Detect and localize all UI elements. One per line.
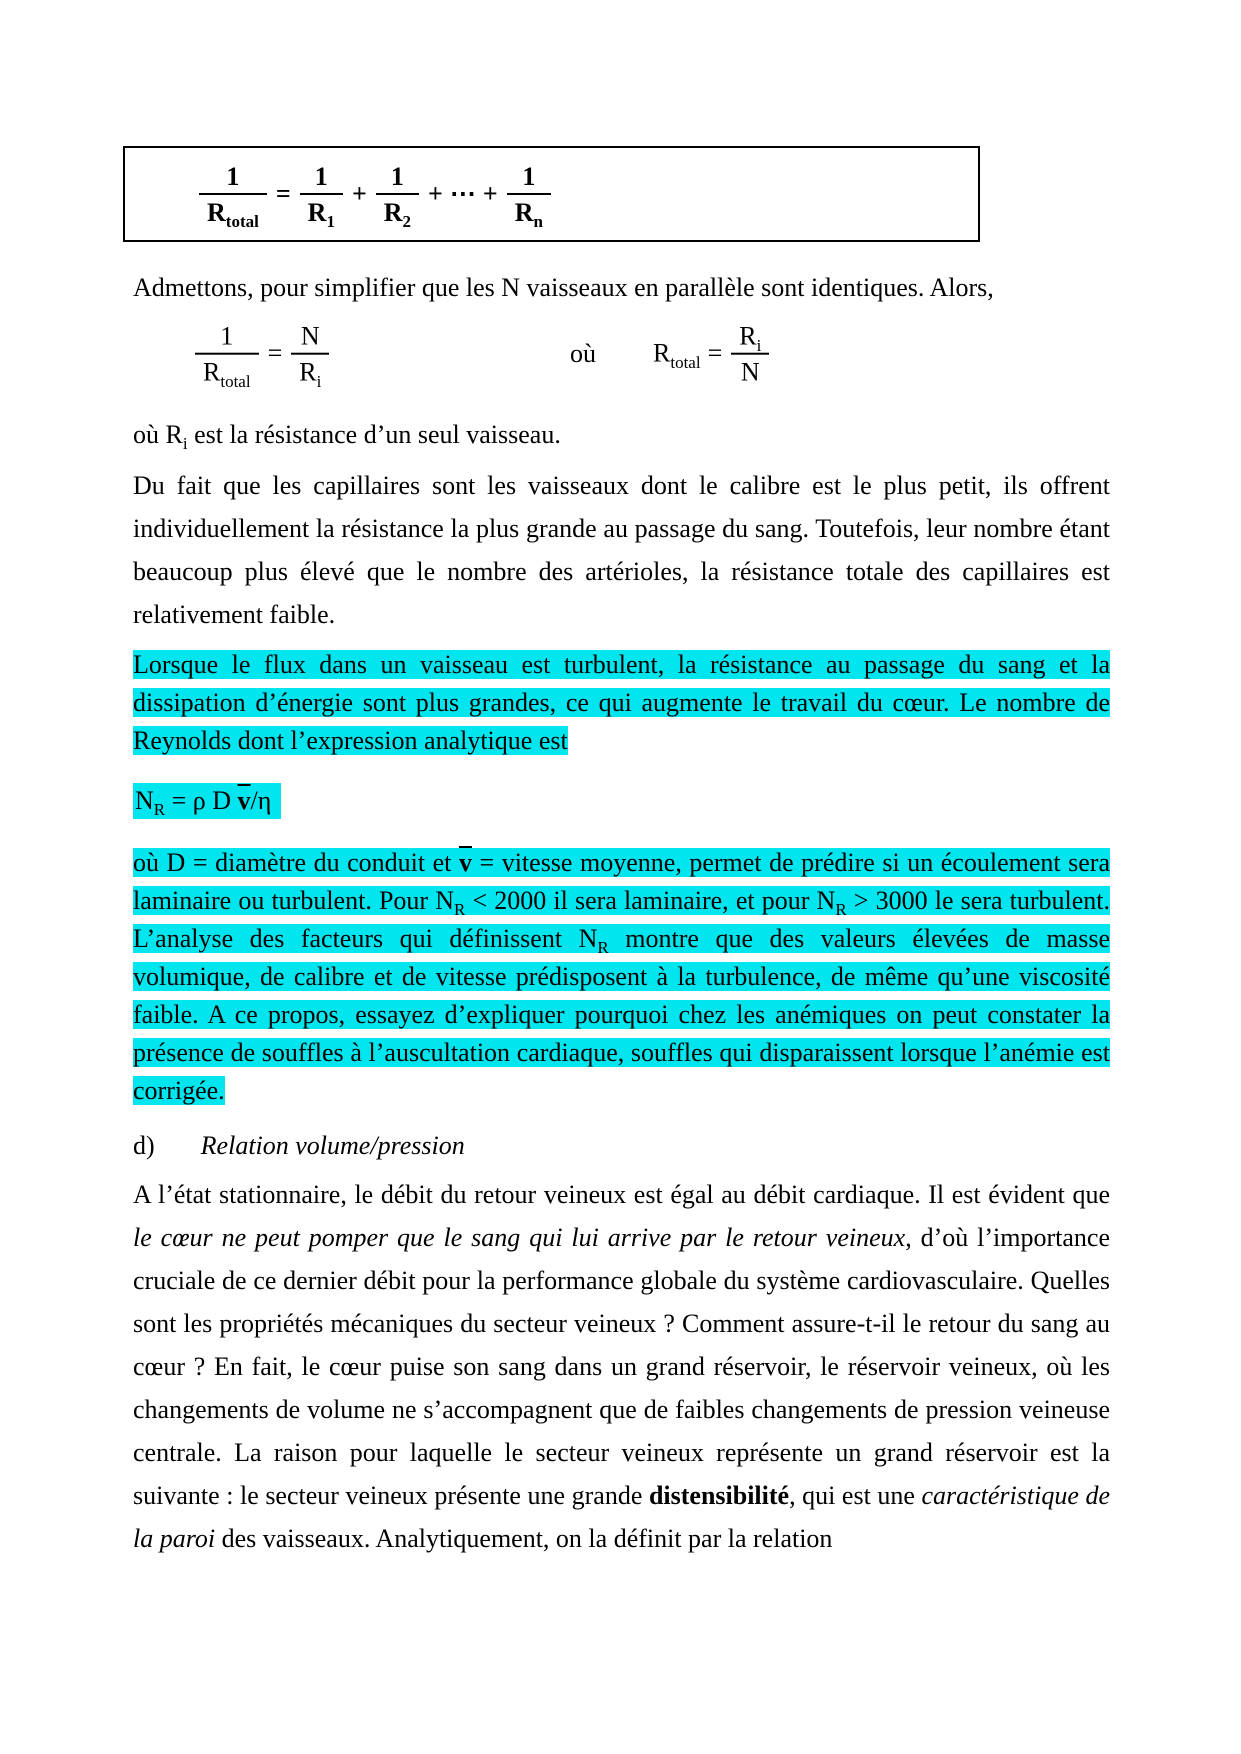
highlighted-paragraph-turbulence: Lorsque le flux dans un vaisseau est turbulent, la résistance au passage du sang et la dissipation d’énergie sont plus grandes, ce qui augmente le travail du cœur. Le nombre de Reynolds dont l’expression analytique est bbox=[133, 650, 1110, 755]
formula-1-over-rtotal-equals-n-over-ri: $\frac{1}{R_{total}}$ = $\frac{N}{R_i}$ bbox=[193, 322, 331, 387]
plus-sign: + bbox=[482, 179, 498, 208]
formula-rtotal-equals-ri-over-n: $R_{total}$ = $\frac{R_i}{N}$ bbox=[653, 322, 771, 387]
reynolds-formula: $N_R = \rho$ D $\overline{v}/\eta$ bbox=[133, 783, 281, 819]
paragraph-retour-veineux: A l’état stationnaire, le débit du retour veineux est égal au débit cardiaque. Il est évident que le cœur ne peut pomper que le sang qui lui arrive par le retour veineux, d’où l’importance cruciale de ce dernier débit pour la performance globale du système cardiovasculaire. Quelles sont les propriétés mécaniques du secteur veineux ? Comment assure-t-il le retour du sang au cœur ? En fait, le cœur puise son sang dans un grand réservoir, le réservoir veineux, où les changements de volume ne s’accompagnent que de faibles changements de pression veineuse centrale. La raison pour laquelle le secteur veineux représente un grand réservoir est la suivante : le secteur veineux présente une grande distensibilité, qui est une caractéristique de la paroi des vaisseaux. Analytiquement, on la définit par la relation bbox=[133, 1180, 1110, 1553]
identical-vessels-formula-row bbox=[133, 309, 1110, 399]
heading-label: d) bbox=[133, 1131, 155, 1160]
ou-connector: où bbox=[570, 339, 596, 368]
equals-sign: = bbox=[267, 339, 283, 368]
plus-sign: + bbox=[428, 179, 443, 208]
ellipsis-dots: ⋯ bbox=[449, 179, 476, 208]
equals-sign: = bbox=[275, 179, 291, 208]
fraction-1-over-rn: $\frac{1}{R_n}$ bbox=[507, 162, 551, 227]
page-content bbox=[133, 0, 1110, 1560]
equals-sign: = bbox=[707, 339, 723, 368]
parallel-resistance-formula-box bbox=[123, 146, 980, 242]
paragraph-admettons: Admettons, pour simplifier que les N vaisseaux en parallèle sont identiques. Alors, bbox=[133, 273, 994, 302]
v-bar-symbol: $\overline{v}$ bbox=[237, 786, 251, 815]
fraction-1-over-r2: $\frac{1}{R_2}$ bbox=[376, 162, 419, 227]
paragraph-ou-ri: où $R_i$ est la résistance d’un seul vaisseau. bbox=[133, 420, 561, 454]
heading-title: Relation volume/pression bbox=[200, 1131, 465, 1160]
plus-sign: + bbox=[351, 179, 367, 208]
section-heading-relation-volume-pression bbox=[133, 1124, 1110, 1167]
fraction-1-over-r1: $\frac{1}{R_1}$ bbox=[300, 162, 343, 227]
paragraph-capillaires: Du fait que les capillaires sont les vaisseaux dont le calibre est le plus petit, ils offrent individuellement la résistance la plus grande au passage du sang. Toutefois, leur nombre étant beaucoup plus élevé que le nombre des artérioles, la résistance totale des capillaires est relativement faible. bbox=[133, 471, 1110, 629]
reynolds-formula-line bbox=[133, 782, 1110, 820]
parallel-resistance-formula bbox=[197, 161, 553, 232]
highlighted-paragraph-reynolds-explanation: où D = diamètre du conduit et $\overline{v}$ = vitesse moyenne, permet de prédire si un écoulement sera laminaire ou turbulent. Pour $N_R < 2000$ il sera laminaire, et pour $N_R > 3000$ le sera turbulent. L’analyse des facteurs qui définissent $N_R$ montre que des valeurs élevées de masse volumique, de calibre et de vitesse prédisposent à la turbulence, de même qu’une viscosité faible. A ce propos, essayez d’expliquer pourquoi chez les anémiques on peut constater la présence de souffles à l’auscultation cardiaque, souffles qui disparaissent lorsque l’anémie est corrigée. bbox=[133, 848, 1111, 1105]
fraction-1-over-rtotal: $\frac{1}{R_{total}}$ bbox=[199, 162, 267, 227]
